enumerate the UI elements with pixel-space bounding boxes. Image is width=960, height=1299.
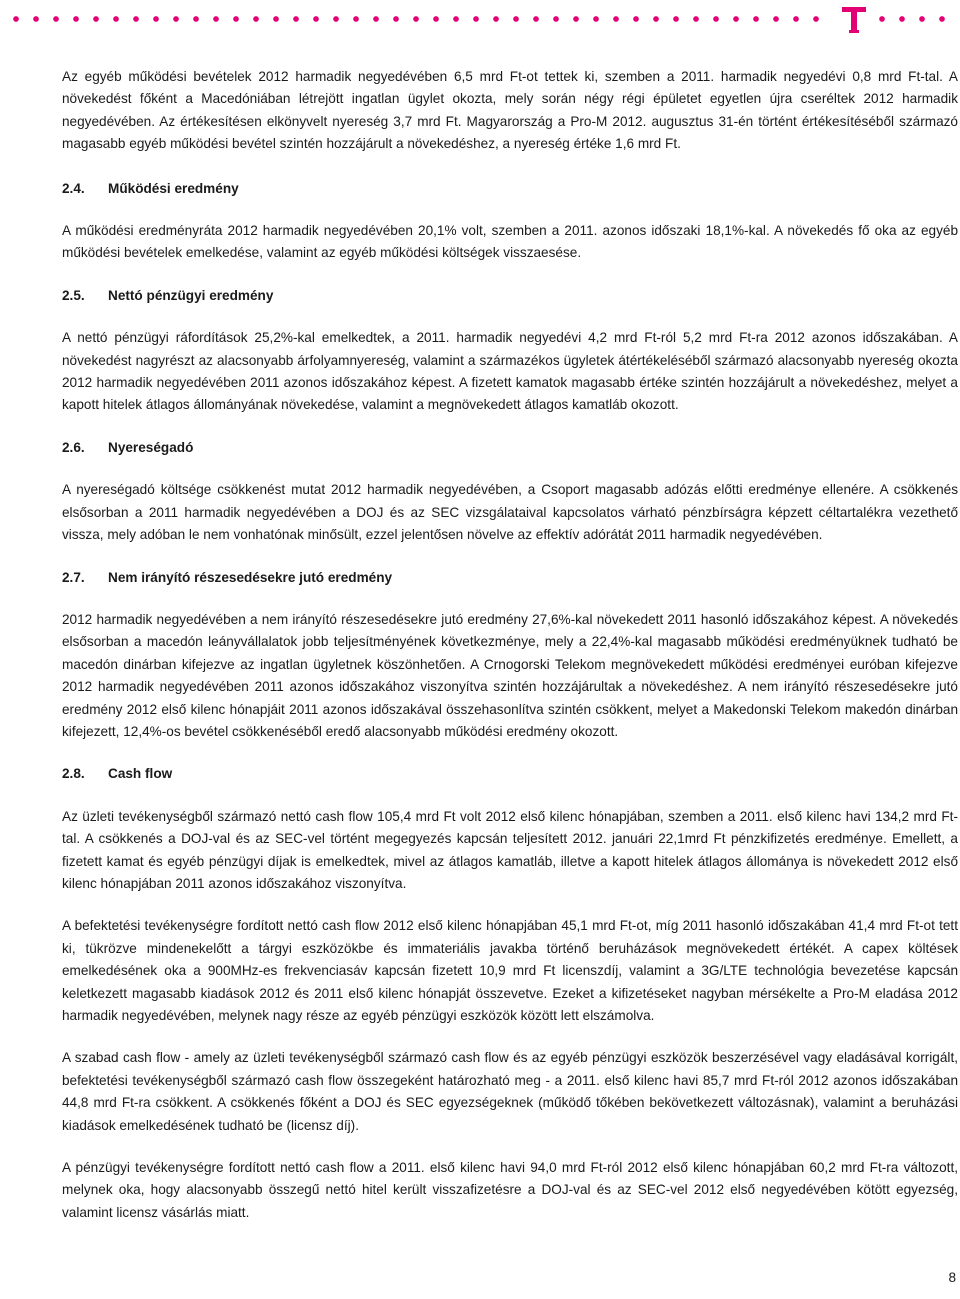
section-number: 2.7. bbox=[62, 569, 85, 585]
section-title: Nyereségadó bbox=[108, 439, 194, 455]
section-number: 2.8. bbox=[62, 766, 85, 782]
section-heading-2-4 bbox=[62, 178, 958, 200]
paragraph: A pénzügyi tevékenységre fordított nettó cash flow a 2011. első kilenc havi 94,0 mrd Ft-ról 2012 első kilenc hónapjában 60,2 mrd Ft-ra változott, melynek oka, hogy alacsonyabb összegű nettó hitel került visszafizetésre a DOJ-val és az SEC-vel 2012 első negyedévében kötött egyezség, valamint licensz vásárlás miatt. bbox=[62, 1160, 958, 1220]
section-heading-2-8 bbox=[62, 763, 958, 785]
paragraph: A nettó pénzügyi ráfordítások 25,2%-kal emelkedtek, a 2011. harmadik negyedévi 4,2 mrd Ft-ról 5,2 mrd Ft-ra 2012 azonos időszakában. A növekedést nagyrészt az alacsonyabb árfolyamnyereség, valamint a származékos ügyletek átértékeléséből származó alacsonyabb nyereség okozta 2012 harmadik negyedévében 2011 azonos időszakához képest. A fizetett kamatok magasabb értéke szintén hozzájárult a növekedéshez, melyet a kapott hitelek átlagos állományának növekedése, valamint a megnövekedett átlagos kamatláb okozott. bbox=[62, 330, 958, 413]
section-number: 2.5. bbox=[62, 287, 85, 303]
page-number: 8 bbox=[948, 1270, 956, 1285]
dotted-line-decoration bbox=[6, 14, 832, 24]
paragraph: A szabad cash flow - amely az üzleti tevékenységből származó cash flow és az egyéb pénzügyi eszközök beszerzésével vagy eladásával korrigált, befektetési tevékenységből származó cash flow összegeként határozható meg - a 2011. első kilenc havi 85,7 mrd Ft-ról 2012 azonos időszakában 44,8 mrd Ft-ra csökkent. A csökkenés főként a DOJ és SEC egyezségeknek (működő tőkében bekövetkezett változásnak), valamint a beruházási kiadások emelkedésének tudható be (licensz díj). bbox=[62, 1050, 958, 1133]
section-title: Működési eredmény bbox=[108, 180, 239, 196]
section-title: Nettó pénzügyi eredmény bbox=[108, 287, 274, 303]
paragraph: 2012 harmadik negyedévében a nem irányító részesedésekre jutó eredmény 27,6%-kal növekedett 2011 hasonló időszakához képest. A növekedés elsősorban a macedón leányvállalatok jobb teljesítményének következménye, mely a 22,4%-kal magasabb működési eredményüknek tudható be macedón dinárban kifejezve az ingatlan ügyletnek köszönhetően. A Crnogorski Telekom megnövekedett működési eredményei euróban kifejezve 2012 harmadik negyedévében 2011 azonos időszakához viszonyítva szintén hozzájárultak a növekedéshez. A nem irányító részesedésekre jutó eredmény 2012 első kilenc hónapjáit 2011 azonos időszakával összehasonlítva szintén csökkent, melyet a Makedonski Telekom makedón dinárban kifejezett, 12,4%-os bevétel csökkenéséből eredő alacsonyabb működési eredmény okozott. bbox=[62, 611, 958, 739]
paragraph: A nyereségadó költsége csökkenést mutat 2012 harmadik negyedévében, a Csoport magasabb adózás előtti eredménye ellenére. A csökkenés elsősorban a 2011 harmadik negyedévében a DOJ és az SEC vizsgálataival kapcsolatos várható pénzbírságra képzett céltartalékra vezethető vissza, mely adóban le nem vonhatónak minősült, ezzel jelentősen növelve az effektív adórátát 2011 harmadik negyedévében. bbox=[62, 482, 958, 543]
section-title: Nem irányító részesedésekre jutó eredmény bbox=[108, 569, 393, 585]
section-title: Cash flow bbox=[108, 766, 173, 782]
section-heading-2-6 bbox=[62, 437, 958, 459]
section-number: 2.4. bbox=[62, 180, 85, 196]
section-number: 2.6. bbox=[62, 439, 85, 455]
paragraph: A működési eredményráta 2012 harmadik negyedévében 20,1% volt, szemben a 2011. azonos időszaki 18,1%-kal. A növekedés fő oka az egyéb működési bevételek emelkedése, valamint az egyéb működési költségek visszaesése. bbox=[62, 223, 958, 261]
section-heading-2-5 bbox=[62, 285, 958, 307]
paragraph: A befektetési tevékenységre fordított nettó cash flow 2012 első kilenc hónapjában 45,1 mrd Ft-ot, míg 2011 hasonló időszakában 41,4 mrd Ft-ot tett ki, tükrözve mindenekelőtt a tárgyi eszközökbe és immateriális javakba történő beruházások megnövekedett értékét. A capex költések emelkedésének oka a 900MHz-es frekvenciasáv kapcsán fizetett 10,9 mrd Ft licenszdíj, valamint a 3G/LTE technológia bevezetése kapcsán keletkezett magasabb kiadások 2012 és 2011 első kilenc hónapját összevetve. Ezeket a kifizetéseket nagyban mérsékelte a Pro-M eladása 2012 harmadik negyedévében, melynek nagy része az egyéb pénzügyi eszközök között lett elszámolva. bbox=[62, 918, 958, 1023]
dotted-line-decoration-right bbox=[872, 14, 952, 24]
page-header bbox=[0, 0, 960, 40]
intro-paragraph: Az egyéb működési bevételek 2012 harmadik negyedévében 6,5 mrd Ft-ot tettek ki, szemben a 2011. harmadik negyedévi 0,8 mrd Ft-tal. A növekedést főként a Macedóniában létrejött ingatlan ügylet okozta, mely során négy régi épületet egyetlen újra cseréltek 2012 harmadik negyedévében. Az értékesítésen elkönyvelt nyereség 3,7 mrd Ft. Magyarország a Pro-M 2012. augusztus 31-én történt értékesítéséből származó magasabb egyéb működési bevétel szintén hozzájárult a növekedéshez, a nyereség értéke 1,6 mrd Ft. bbox=[62, 69, 958, 152]
document-body bbox=[62, 66, 958, 1244]
section-heading-2-7 bbox=[62, 567, 958, 589]
paragraph: Az üzleti tevékenységből származó nettó cash flow 105,4 mrd Ft volt 2012 első kilenc hónapjában, szemben a 2011. első kilenc havi 134,2 mrd Ft-tal. A csökkenés a DOJ-val és az SEC-vel történt megegyezés kapcsán teljesített 2012. januári 22,1mrd Ft pénzkifizetés eredménye. Emellett, a fizetett kamat és egyéb pénzügyi díjak is emelkedtek, mivel az átlagos kamatláb, illetve a kapott hitelek átlagos állománya is növekedett 2012 első kilenc hónapjában 2011 azonos időszakához viszonyítva. bbox=[62, 808, 958, 891]
telekom-t-logo-icon bbox=[838, 4, 870, 36]
